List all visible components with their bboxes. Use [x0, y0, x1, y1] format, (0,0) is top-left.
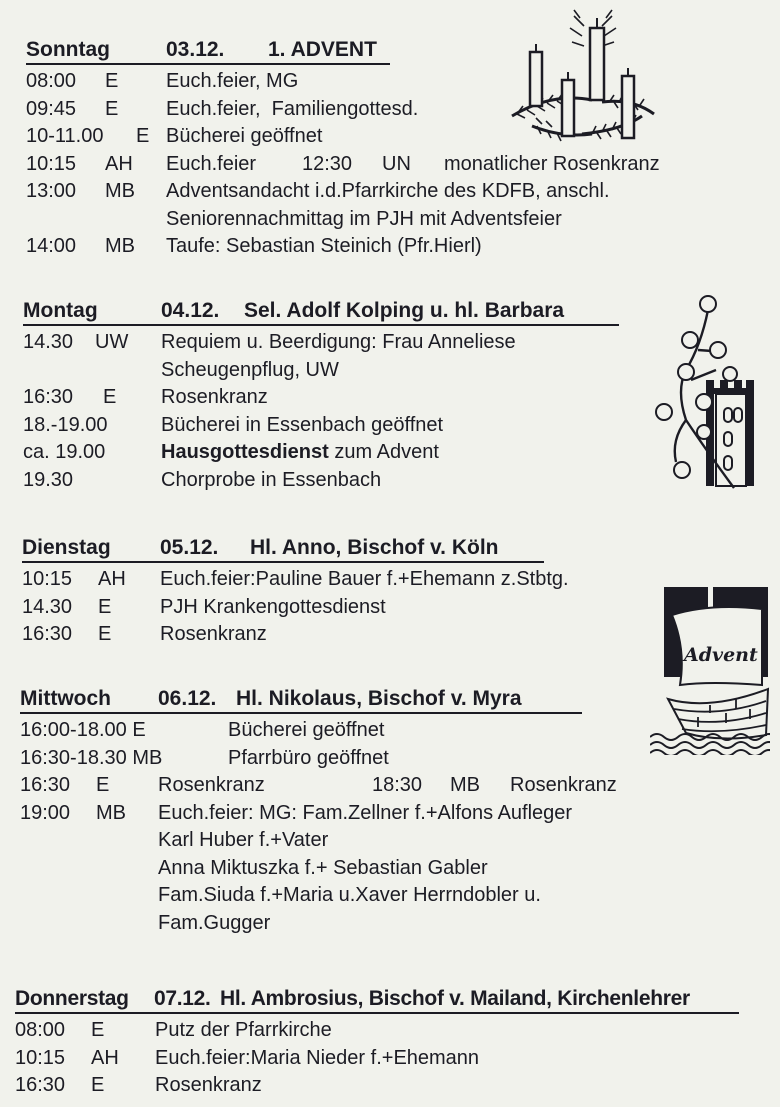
day-header: Donnerstag 07.12. Hl. Ambrosius, Bischof v. Mailand, Kirchenlehrer [15, 986, 739, 1014]
ship-sail-label: Advent [684, 644, 758, 666]
day-header [26, 37, 390, 65]
flower-tower-icon [646, 290, 756, 490]
list-item: 16:30 E Rosenkranz [22, 623, 267, 645]
list-item: Fam.Siuda f.+Maria u.Xaver Herrndobler u. [158, 884, 541, 906]
list-item: 10:15 AH Euch.feier 12:30 UN monatlicher Rosenkranz [26, 152, 660, 175]
list-item: 10:15 AH Euch.feier:Pauline Bauer f.+Ehemann z.Stbtg. [22, 568, 569, 590]
list-item: 19:00 MB Euch.feier: MG: Fam.Zellner f.+Alfons Aufleger [20, 801, 573, 824]
day-section-dienstag [22, 535, 569, 649]
list-item: 14.30 E PJH Krankengottesdienst [22, 595, 386, 618]
day-date: 03.12. [166, 38, 225, 61]
day-name: Sonntag [26, 38, 110, 61]
list-item: Scheugenpflug, UW [161, 358, 339, 381]
list-item: 18.-19.00 Bücherei in Essenbach geöffnet [23, 413, 444, 436]
list-item: 08:00 E Euch.feier, MG [26, 70, 299, 92]
advent-ship-icon [650, 585, 770, 755]
day-header: Montag 04.12. Sel. Adolf Kolping u. hl. Barbara [23, 298, 619, 326]
list-item: 16:30 E Rosenkranz [15, 1074, 262, 1096]
list-item: ca. 19.00 Hausgottesdienst zum Advent [23, 441, 439, 463]
highlight-text: Hausgottesdienst [161, 441, 329, 463]
day-section-mittwoch [20, 686, 617, 937]
list-item: 19.30 Chorprobe in Essenbach [23, 468, 382, 491]
list-item: Karl Huber f.+Vater [158, 829, 329, 851]
list-item: 16:00-18.00 E Bücherei geöffnet [20, 719, 385, 741]
list-item: 14.30 UW Requiem u. Beerdigung: Frau Anneliese [23, 331, 516, 353]
list-item: 14:00 MB Taufe: Sebastian Steinich (Pfr.Hierl) [26, 235, 482, 257]
list-item: 10:15 AH Euch.feier:Maria Nieder f.+Ehemann [15, 1046, 480, 1069]
day-header: Mittwoch 06.12. Hl. Nikolaus, Bischof v. Myra [20, 686, 582, 714]
list-item: 10-11.00 E Bücherei geöffnet [26, 125, 323, 147]
list-item: 08:00 E Putz der Pfarrkirche [15, 1019, 332, 1041]
list-item: Seniorennachmittag im PJH mit Adventsfeier [166, 207, 562, 230]
advent-wreath-icon [492, 6, 664, 146]
list-item: Fam.Gugger [158, 911, 271, 934]
list-item: 16:30-18.30 MB Pfarrbüro geöffnet [20, 746, 389, 769]
list-item: 16:30 E Rosenkranz 18:30 MB Rosenkranz [20, 774, 617, 796]
day-section-donnerstag [15, 986, 739, 1100]
list-item: Anna Miktuszka f.+ Sebastian Gabler [158, 856, 488, 879]
list-item: 09:45 E Euch.feier, Familiengottesd. [26, 97, 419, 120]
day-section-montag [23, 298, 619, 494]
list-item: 13:00 MB Adventsandacht i.d.Pfarrkirche des KDFB, anschl. [26, 180, 610, 202]
list-item: 16:30 E Rosenkranz [23, 386, 268, 408]
day-header: Dienstag 05.12. Hl. Anno, Bischof v. Köln [22, 535, 544, 563]
day-title: 1. ADVENT [268, 38, 377, 61]
day-section-sonntag [26, 37, 660, 261]
